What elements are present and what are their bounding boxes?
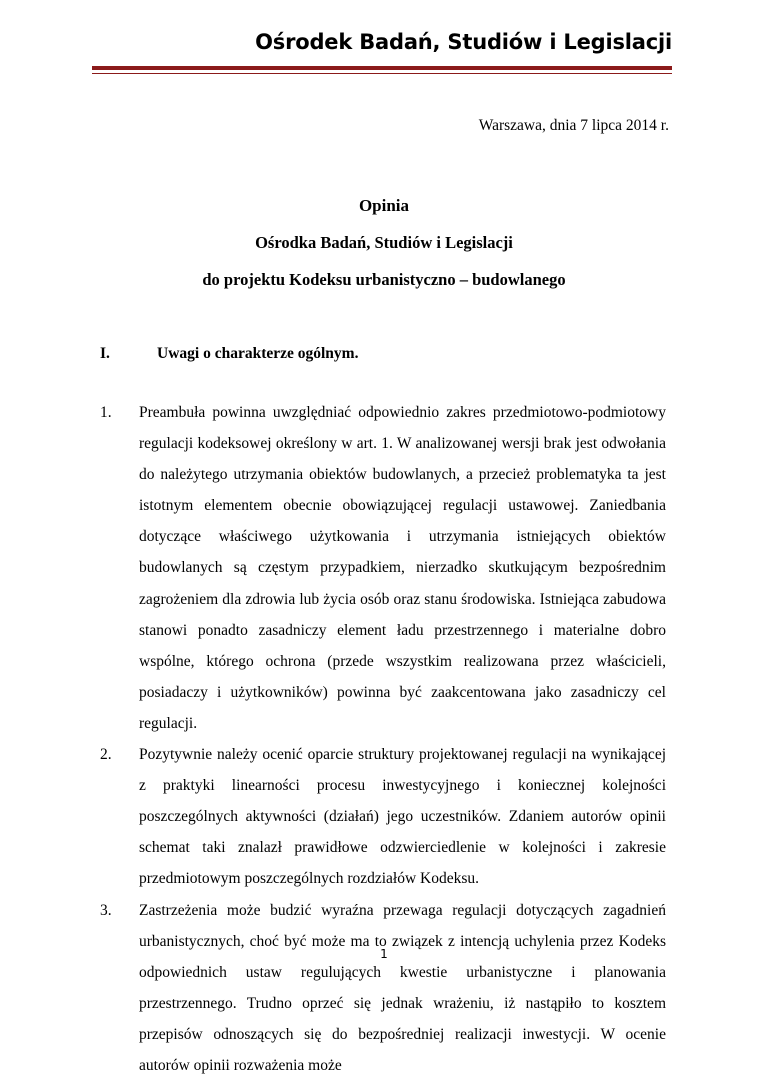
list-item (100, 739, 666, 894)
list-item-number: 2. (100, 739, 112, 770)
list-item-text: Preambuła powinna uwzględniać odpowiednio zakres przedmiotowo-podmiotowy regulacji kodeksowej określony w art. 1. W analizowanej wersji brak jest odwołania do należytego utrzymania obiektów budowlanych, a przecież problematyka ta jest istotnym elementem obecnie obowiązującej regulacji ustawowej. Zaniedbania dotyczące właściwego użytkowania i utrzymania istniejących obiektów budowlanych są częstym przypadkiem, nierzadko skutkującym bezpośrednim zagrożeniem dla zdrowia lub życia osób oraz stanu środowiska. Istniejąca zabudowa stanowi ponadto zasadniczy element ładu przestrzennego i materialne dobro wspólne, którego ochrona (przede wszystkim realizowana przez właścicieli, posiadaczy i użytkowników) powinna być zaakcentowana jako zasadniczy cel regulacji. (139, 404, 666, 732)
list-item (100, 895, 666, 1081)
document-subtitle-author: Ośrodka Badań, Studiów i Legislacji (0, 233, 768, 253)
remarks-list (100, 397, 666, 1081)
section-number: I. (100, 345, 110, 363)
document-header-title: Ośrodek Badań, Studiów i Legislacji (255, 30, 672, 54)
document-title: Opinia (0, 196, 768, 216)
list-item-number: 3. (100, 895, 112, 926)
list-item-text: Zastrzeżenia może budzić wyraźna przewaga regulacji dotyczących zagadnień urbanistycznych, choć być może ma to związek z intencją uchylenia przez Kodeks odpowiednich ustaw regulujących kwestie urbanistyczne i planowania przestrzennego. Trudno oprzeć się jednak wrażeniu, iż nastąpiło to kosztem przepisów odnoszących się do bezpośredniej realizacji inwestycji. W ocenie autorów opinii rozważenia może (139, 902, 666, 1074)
document-subtitle-subject: do projektu Kodeksu urbanistyczno – budowlanego (0, 270, 768, 290)
list-item (100, 397, 666, 739)
header-rule-thin (92, 73, 672, 74)
list-item-text: Pozytywnie należy ocenić oparcie struktury projektowanej regulacji na wynikającej z praktyki linearności procesu inwestycyjnego i koniecznej kolejności poszczególnych aktywności (działań) jego uczestników. Zdaniem autorów opinii schemat taki znalazł prawidłowe odzwierciedlenie w kolejności i zakresie przedmiotowym poszczególnych rozdziałów Kodeksu. (139, 746, 666, 887)
list-item-number: 1. (100, 397, 112, 428)
place-date: Warszawa, dnia 7 lipca 2014 r. (479, 117, 669, 135)
page-number: 1 (0, 947, 768, 961)
header-rule-thick (92, 66, 672, 70)
section-title: Uwagi o charakterze ogólnym. (157, 345, 358, 363)
